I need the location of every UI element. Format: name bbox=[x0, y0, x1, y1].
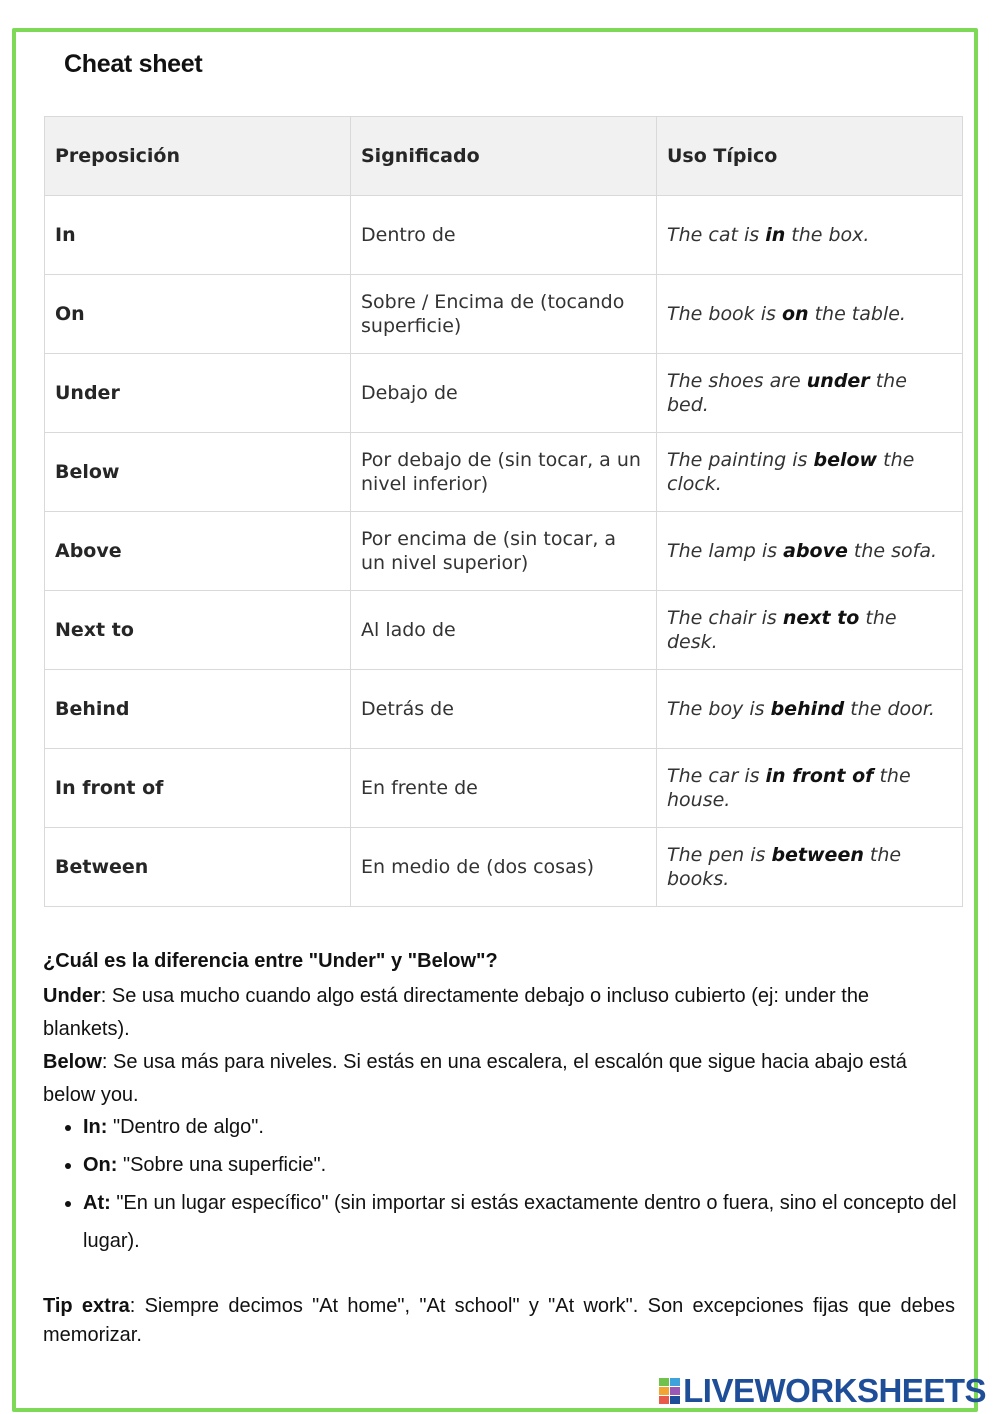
page-title: Cheat sheet bbox=[64, 50, 203, 78]
preposition-cell: Behind bbox=[45, 670, 351, 749]
example-cell: The boy is behind the door. bbox=[657, 670, 963, 749]
table-row bbox=[45, 433, 963, 512]
column-header: Significado bbox=[351, 117, 657, 196]
table-row bbox=[45, 670, 963, 749]
preposition-cell: On bbox=[45, 275, 351, 354]
example-cell: The shoes are under the bed. bbox=[657, 354, 963, 433]
example-cell: The car is in front of the house. bbox=[657, 749, 963, 828]
liveworksheets-logo bbox=[659, 1372, 986, 1410]
table-row bbox=[45, 512, 963, 591]
preposition-cell: Next to bbox=[45, 591, 351, 670]
preposition-cell: Under bbox=[45, 354, 351, 433]
column-header: Uso Típico bbox=[657, 117, 963, 196]
list-item: • At: "En un lugar específico" (sin importar si estás exactamente dentro o fuera, sino el concepto del lugar). bbox=[83, 1184, 995, 1260]
preposition-bullets bbox=[43, 1108, 995, 1260]
table-row bbox=[45, 591, 963, 670]
preposition-cell: Between bbox=[45, 828, 351, 907]
meaning-cell: Al lado de bbox=[351, 591, 657, 670]
below-explanation: Below: Se usa más para niveles. Si estás en una escalera, el escalón que sigue hacia abajo está below you. bbox=[43, 1051, 907, 1106]
column-header: Preposición bbox=[45, 117, 351, 196]
preposition-cell: In bbox=[45, 196, 351, 275]
table-row bbox=[45, 749, 963, 828]
preposition-cell: Below bbox=[45, 433, 351, 512]
example-cell: The lamp is above the sofa. bbox=[657, 512, 963, 591]
table-row bbox=[45, 354, 963, 433]
difference-explanation bbox=[43, 980, 955, 1112]
example-cell: The pen is between the books. bbox=[657, 828, 963, 907]
table-header-row bbox=[45, 117, 963, 196]
logo-icon bbox=[659, 1378, 681, 1404]
difference-title: ¿Cuál es la diferencia entre "Under" y "Below"? bbox=[43, 950, 498, 972]
meaning-cell: Sobre / Encima de (tocando superficie) bbox=[351, 275, 657, 354]
preposition-cell: Above bbox=[45, 512, 351, 591]
meaning-cell: Por encima de (sin tocar, a un nivel superior) bbox=[351, 512, 657, 591]
example-cell: The book is on the table. bbox=[657, 275, 963, 354]
meaning-cell: Dentro de bbox=[351, 196, 657, 275]
meaning-cell: En frente de bbox=[351, 749, 657, 828]
meaning-cell: Por debajo de (sin tocar, a un nivel inferior) bbox=[351, 433, 657, 512]
example-cell: The chair is next to the desk. bbox=[657, 591, 963, 670]
list-item: • In: "Dentro de algo". bbox=[83, 1108, 995, 1146]
table-row bbox=[45, 828, 963, 907]
tip-extra: Tip extra: Siempre decimos "At home", "At school" y "At work". Son excepciones fijas que debes memorizar. bbox=[43, 1295, 955, 1346]
prepositions-table bbox=[44, 116, 963, 907]
meaning-cell: En medio de (dos cosas) bbox=[351, 828, 657, 907]
list-item: • On: "Sobre una superficie". bbox=[83, 1146, 995, 1184]
table-row bbox=[45, 196, 963, 275]
logo-text: LIVEWORKSHEETS bbox=[683, 1372, 986, 1409]
meaning-cell: Debajo de bbox=[351, 354, 657, 433]
under-explanation: Under: Se usa mucho cuando algo está directamente debajo o incluso cubierto (ej: under the blankets). bbox=[43, 985, 870, 1040]
example-cell: The cat is in the box. bbox=[657, 196, 963, 275]
table-row bbox=[45, 275, 963, 354]
meaning-cell: Detrás de bbox=[351, 670, 657, 749]
preposition-cell: In front of bbox=[45, 749, 351, 828]
example-cell: The painting is below the clock. bbox=[657, 433, 963, 512]
